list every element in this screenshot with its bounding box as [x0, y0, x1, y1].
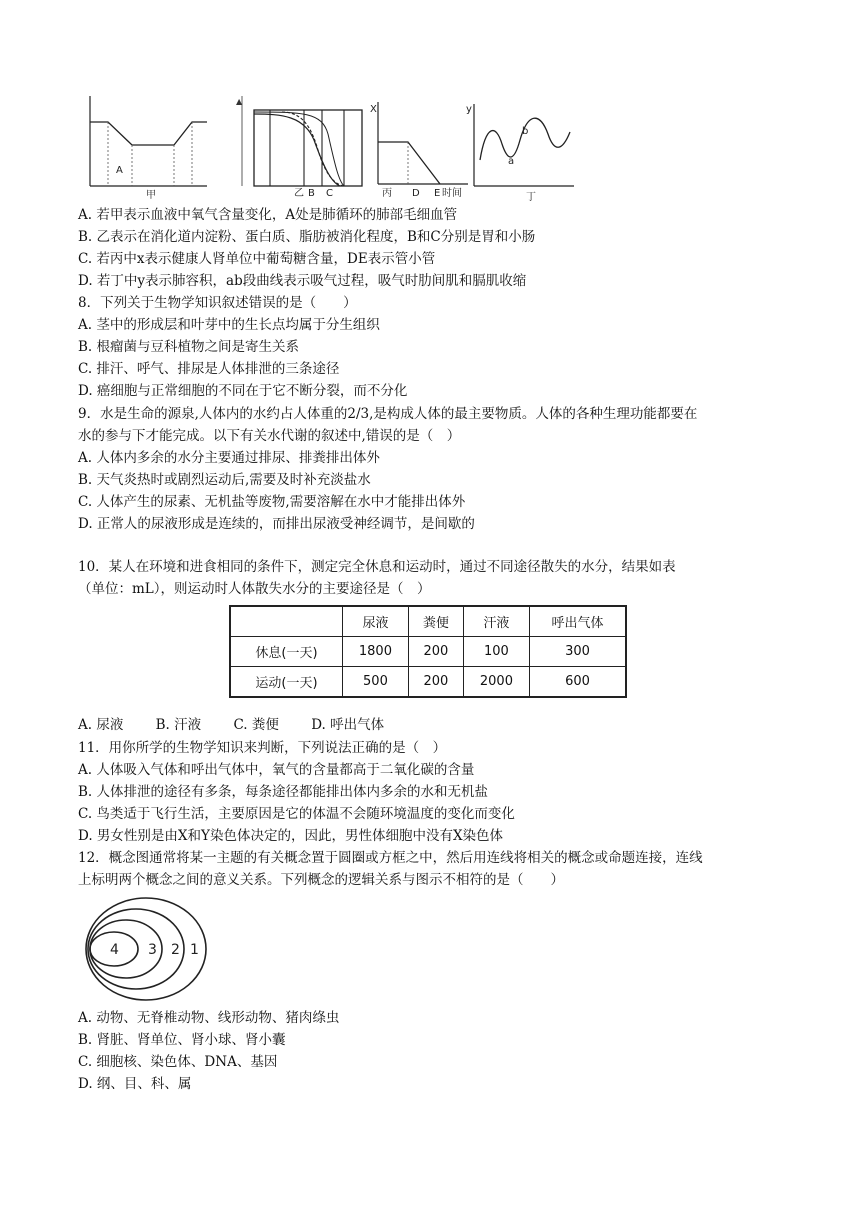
table-cell: 300 [529, 637, 626, 667]
table-cell: 100 [463, 637, 529, 667]
q10-options [78, 715, 788, 736]
q11-option-c: C. 鸟类适于飞行生活，主要原因是它的体温不会随环境温度的变化而变化 [78, 806, 515, 822]
svg-text:▲: ▲ [236, 97, 243, 106]
q12-option-b: B. 肾脏、肾单位、肾小球、肾小囊 [78, 1032, 286, 1048]
table-cell: 运动(一天) [230, 667, 342, 698]
table-header-cell: 尿液 [342, 606, 408, 637]
table-header-cell: 粪便 [408, 606, 463, 637]
table-cell: 休息(一天) [230, 637, 342, 667]
q9-option-d: D. 正常人的尿液形成是连续的，而排出尿液受神经调节，是间歇的 [78, 516, 475, 532]
circle-label-1: 1 [190, 942, 199, 958]
table-cell: 2000 [463, 667, 529, 698]
graph-jia [90, 96, 207, 201]
water-loss-table [229, 605, 627, 698]
q11-option-a: A. 人体吸入气体和呼出气体中，氧气的含量都高于二氧化碳的含量 [78, 762, 475, 778]
q8-stem: 8．下列关于生物学知识叙述错误的是（ ） [78, 295, 357, 311]
q10-stem-line2: （单位：mL），则运动时人体散失水分的主要途径是（ ） [78, 581, 431, 597]
graph-bing-axis-x: 时间 [442, 188, 462, 199]
table-header-cell: 呼出气体 [529, 606, 626, 637]
q7-option-c: C. 若丙中x表示健康人肾单位中葡萄糖含量，DE表示管小管 [78, 251, 436, 267]
table-cell: 1800 [342, 637, 408, 667]
circle-label-4: 4 [110, 942, 119, 958]
table-cell: 200 [408, 667, 463, 698]
q8-option-c: C. 排汗、呼气、排尿是人体排泄的三条途径 [78, 361, 340, 377]
graph-bing [370, 102, 468, 199]
graph-yi-label-b: B [308, 188, 315, 199]
q9-option-a: A. 人体内多余的水分主要通过排尿、排粪排出体外 [78, 450, 380, 466]
q12-option-d: D. 纲、目、科、属 [78, 1076, 192, 1092]
table-header-cell: 汗液 [463, 606, 529, 637]
graph-yi-label-c: C [326, 188, 333, 199]
q10-option-d: D. 呼出气体 [311, 717, 385, 733]
graph-yi [236, 96, 362, 199]
graph-jia-caption: 甲 [146, 190, 156, 201]
q12-stem-line1: 12．概念图通常将某一主题的有关概念置于圆圈或方框之中，然后用连线将相关的概念或命题连接，连线 [78, 850, 703, 866]
q11-option-d: D. 男女性别是由X和Y染色体决定的，因此，男性体细胞中没有X染色体 [78, 828, 504, 844]
q12-stem-line2: 上标明两个概念之间的意义关系。下列概念的逻辑关系与图示不相符的是（ ） [78, 872, 564, 888]
q11-stem: 11．用你所学的生物学知识来判断，下列说法正确的是（ ） [78, 740, 447, 756]
q8-option-d: D. 癌细胞与正常细胞的不同在于它不断分裂，而不分化 [78, 383, 408, 399]
graph-ding-axis-y: y [466, 104, 472, 115]
graph-bing-label-e: E [434, 188, 441, 199]
q12-option-c: C. 细胞核、染色体、DNA、基因 [78, 1054, 278, 1070]
q7-option-d: D. 若丁中y表示肺容积，ab段曲线表示吸气过程，吸气时肋间肌和膈肌收缩 [78, 273, 527, 289]
table-header-cell [230, 606, 342, 637]
graph-yi-caption: 乙 [294, 188, 304, 199]
table-row [230, 667, 626, 698]
q12-option-a: A. 动物、无脊椎动物、线形动物、猪肉绦虫 [78, 1010, 340, 1026]
graph-ding [466, 104, 574, 202]
table-cell: 200 [408, 637, 463, 667]
table-cell: 600 [529, 667, 626, 698]
graph-ding-label-b: b [522, 126, 529, 137]
graph-figures [82, 90, 582, 202]
q10-option-c: C. 粪便 [233, 717, 279, 733]
q9-stem-line2: 水的参与下才能完成。以下有关水代谢的叙述中,错误的是（ ） [78, 428, 461, 444]
q10-option-a: A. 尿液 [78, 717, 124, 733]
graph-ding-caption: 丁 [526, 192, 536, 202]
circle-label-2: 2 [171, 942, 180, 958]
table-header-row [230, 606, 626, 637]
graph-bing-axis-y: X [370, 104, 377, 115]
table-cell: 500 [342, 667, 408, 698]
q7-option-b: B. 乙表示在消化道内淀粉、蛋白质、脂肪被消化程度，B和C分别是胃和小肠 [78, 229, 536, 245]
q9-option-c: C. 人体产生的尿素、无机盐等废物,需要溶解在水中才能排出体外 [78, 494, 466, 510]
q7-option-a: A. 若甲表示血液中氧气含量变化，A处是肺循环的肺部毛细血管 [78, 207, 458, 223]
q10-stem-line1: 10．某人在环境和进食相同的条件下，测定完全休息和运动时，通过不同途径散失的水分，结果如表 [78, 559, 676, 575]
graph-jia-label-a: A [116, 165, 123, 176]
q8-option-b: B. 根瘤菌与豆科植物之间是寄生关系 [78, 339, 300, 355]
q9-option-b: B. 天气炎热时或剧烈运动后,需要及时补充淡盐水 [78, 472, 371, 488]
graph-ding-label-a: a [508, 156, 515, 167]
graph-bing-label-d: D [412, 188, 420, 199]
q8-option-a: A. 茎中的形成层和叶芽中的生长点均属于分生组织 [78, 317, 380, 333]
q11-option-b: B. 人体排泄的途径有多条，每条途径都能排出体内多余的水和无机盐 [78, 784, 489, 800]
q10-option-b: B. 汗液 [155, 717, 202, 733]
circle-label-3: 3 [148, 942, 157, 958]
concept-diagram [80, 893, 208, 1005]
q9-stem-line1: 9．水是生命的源泉,人体内的水约占人体重的2/3,是构成人体的最主要物质。人体的各种生理功能都要在 [78, 406, 698, 422]
graph-bing-caption: 丙 [382, 188, 392, 199]
table-row [230, 637, 626, 667]
